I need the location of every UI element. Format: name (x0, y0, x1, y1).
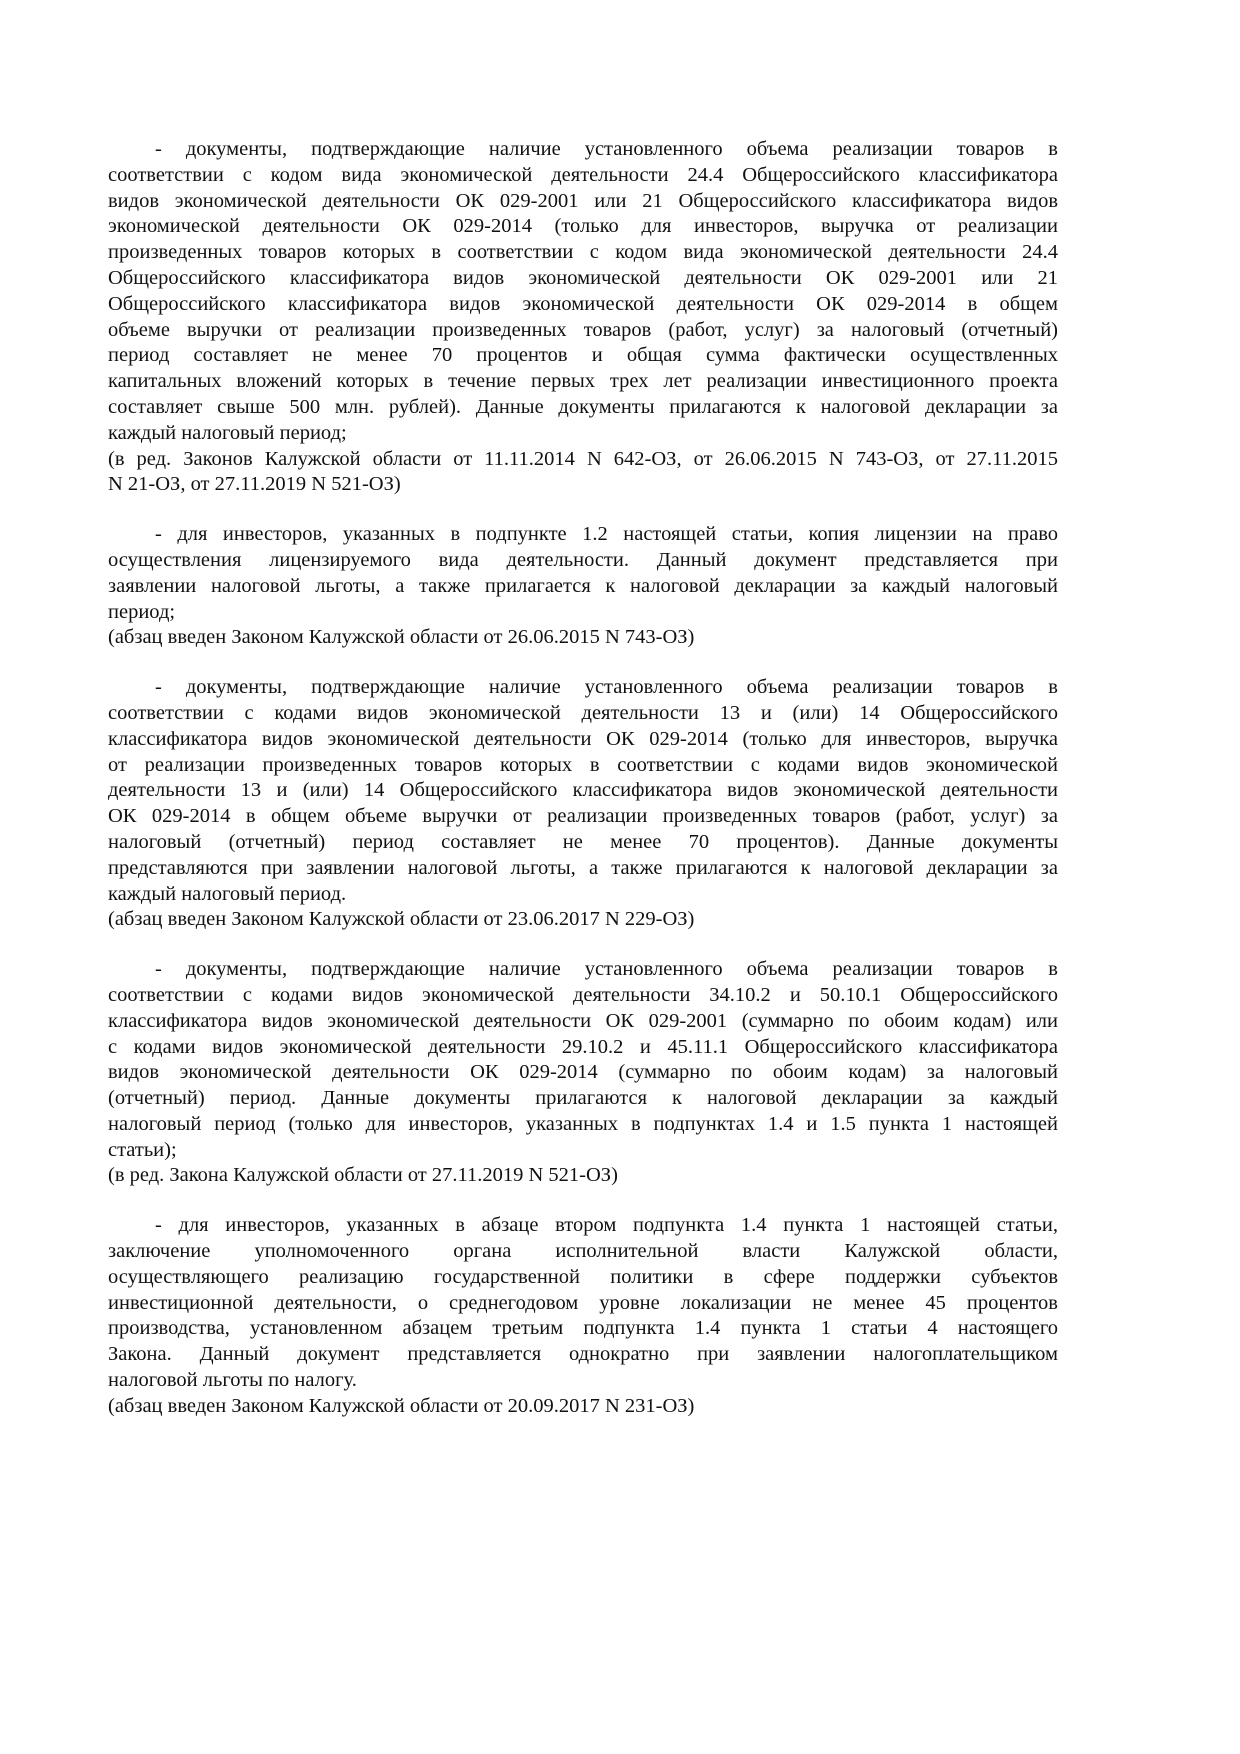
paragraph-line: экономической деятельности ОК 029-2014 (только для инвесторов, выручка от реализации (108, 215, 1058, 238)
paragraph-line: - документы, подтверждающие наличие установленного объема реализации товаров в (155, 958, 1058, 981)
paragraph-line: объеме выручки от реализации произведенных товаров (работ, услуг) за налоговый (отчетный) (108, 318, 1058, 341)
paragraph-line: заявлении налоговой льготы, а также прилагается к налоговой декларации за каждый налоговый (108, 574, 1058, 597)
paragraph-line: Общероссийского классификатора видов экономической деятельности ОК 029-2014 в общем (108, 292, 1058, 315)
paragraph-line: период составляет не менее 70 процентов и общая сумма фактически осуществленных (108, 344, 1058, 367)
paragraph (108, 675, 1058, 933)
paragraph-line: - документы, подтверждающие наличие установленного объема реализации товаров в (155, 676, 1058, 699)
paragraph-line: видов экономической деятельности ОК 029-2001 или 21 Общероссийского классификатора видов (108, 189, 1058, 212)
paragraph-line: произведенных товаров которых в соответствии с кодом вида экономической деятельности 24.4 (108, 241, 1058, 264)
amendment-note: N 21-ОЗ, от 27.11.2019 N 521-ОЗ) (108, 473, 401, 496)
paragraph-line: классификатора видов экономической деятельности ОК 029-2001 (суммарно по обоим кодам) или (108, 1009, 1058, 1032)
paragraph-line: соответствии с кодами видов экономической деятельности 34.10.2 и 50.10.1 Общероссийского (108, 983, 1058, 1006)
paragraph-line: Закона. Данный документ представляется однократно при заявлении налогоплательщиком (108, 1343, 1058, 1366)
paragraph-line: соответствии с кодами видов экономической деятельности 13 и (или) 14 Общероссийского (108, 701, 1058, 724)
paragraph-line: видов экономической деятельности ОК 029-2014 (суммарно по обоим кодам) за налоговый (108, 1061, 1058, 1084)
amendment-note: (в ред. Закона Калужской области от 27.11.2019 N 521-ОЗ) (108, 1164, 618, 1187)
paragraph-line: заключение уполномоченного органа исполнительной власти Калужской области, (108, 1240, 1058, 1263)
paragraph (108, 957, 1058, 1189)
paragraph (108, 137, 1058, 498)
paragraph-line: от реализации произведенных товаров которых в соответствии с кодами видов экономической (108, 753, 1058, 776)
paragraph-line: - для инвесторов, указанных в подпункте 1.2 настоящей статьи, копия лицензии на право (155, 523, 1058, 546)
paragraph (108, 522, 1058, 651)
paragraph-line: - для инвесторов, указанных в абзаце втором подпункта 1.4 пункта 1 настоящей статьи, (155, 1214, 1058, 1237)
paragraph-line: налоговый период (только для инвесторов, указанных в подпунктах 1.4 и 1.5 пункта 1 настоящей (108, 1112, 1058, 1135)
paragraph-line: Общероссийского классификатора видов экономической деятельности ОК 029-2001 или 21 (108, 266, 1058, 289)
amendment-note: (абзац введен Законом Калужской области от 26.06.2015 N 743-ОЗ) (108, 626, 695, 649)
paragraph-line: - документы, подтверждающие наличие установленного объема реализации товаров в (155, 138, 1058, 160)
paragraph-line: (отчетный) период. Данные документы прилагаются к налоговой декларации за каждый (108, 1087, 1058, 1110)
paragraph-line: налоговый (отчетный) период составляет не менее 70 процентов). Данные документы (108, 830, 1058, 853)
paragraph-line: статьи); (108, 1138, 177, 1161)
paragraph-line: соответствии с кодом вида экономической деятельности 24.4 Общероссийского классификатора (108, 163, 1058, 186)
paragraph-line: осуществляющего реализацию государственной политики в сфере поддержки субъектов (108, 1265, 1058, 1288)
amendment-note: (абзац введен Законом Калужской области от 20.09.2017 N 231-ОЗ) (108, 1394, 695, 1417)
paragraph-line: инвестиционной деятельности, о среднегодовом уровне локализации не менее 45 процентов (108, 1291, 1058, 1314)
amendment-note: (в ред. Законов Калужской области от 11.11.2014 N 642-ОЗ, от 26.06.2015 N 743-ОЗ, от 27.11.2015 (108, 447, 1058, 470)
paragraph-line: представляются при заявлении налоговой льготы, а также прилагаются к налоговой декларации за (108, 856, 1058, 879)
paragraph-line: классификатора видов экономической деятельности ОК 029-2014 (только для инвесторов, выручка (108, 727, 1058, 750)
paragraph-line: составляет свыше 500 млн. рублей). Данные документы прилагаются к налоговой декларации за (108, 395, 1058, 418)
paragraph-line: с кодами видов экономической деятельности 29.10.2 и 45.11.1 Общероссийского классификатора (108, 1035, 1058, 1058)
paragraph-line: производства, установленном абзацем третьим подпункта 1.4 пункта 1 статьи 4 настоящего (108, 1317, 1058, 1340)
paragraph-line: осуществления лицензируемого вида деятельности. Данный документ представляется при (108, 548, 1058, 571)
paragraph-line: налоговой льготы по налогу. (108, 1369, 357, 1392)
paragraph-line: период; (108, 600, 176, 623)
paragraph-line: каждый налоговый период; (108, 421, 347, 444)
paragraph-line: ОК 029-2014 в общем объеме выручки от реализации произведенных товаров (работ, услуг) за (108, 805, 1058, 828)
paragraph-line: каждый налоговый период. (108, 882, 347, 905)
paragraph-line: капитальных вложений которых в течение первых трех лет реализации инвестиционного проекта (108, 370, 1058, 393)
document-body (108, 137, 1058, 1420)
amendment-note: (абзац введен Законом Калужской области от 23.06.2017 N 229-ОЗ) (108, 908, 695, 931)
paragraph-line: деятельности 13 и (или) 14 Общероссийского классификатора видов экономической деятельности (108, 779, 1058, 802)
paragraph (108, 1213, 1058, 1419)
